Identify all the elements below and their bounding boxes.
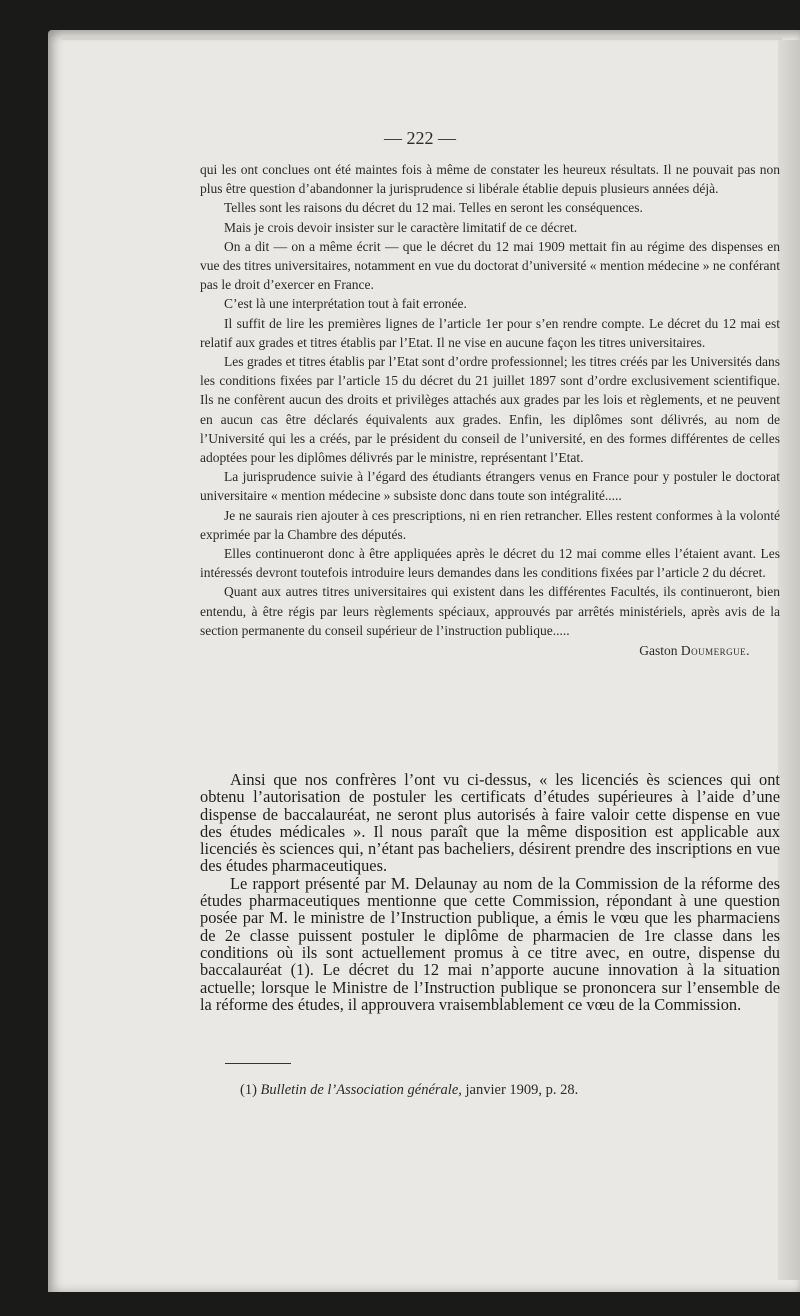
small-paragraph: Il suffit de lire les premières lignes de l’article 1er pour s’en rendre compte. Le décret du 12 mai est relatif aux grades et titres établis par l’Etat. Il ne vise en aucune façon les titres universitaires. <box>200 315 780 350</box>
signature-first-name: Gaston <box>639 643 678 659</box>
body-paragraph: Le rapport présenté par M. Delaunay au nom de la Commission de la réforme des études pharmaceutiques mentionne que cette Commission, répondant à une question posée par M. le ministre de l’Instruction publique, a émis le vœu que les pharmaciens de 2e classe puissent postuler le diplôme de pharmacien de 1re classe dans les conditions où ils sont actuellement promus à ce titre avec, en outre, dispense du baccalauréat (1). Le décret du 12 mai n’apporte aucune innovation à la situation actuelle; lorsque le Ministre de l’Instruction publique se prononcera sur l’ensemble de la réforme des études, il approuvera vraisemblablement ce vœu de la Commission. <box>200 873 780 1014</box>
small-paragraph: Mais je crois devoir insister sur le caractère limitatif de ce décret. <box>224 219 578 235</box>
footnote-rule <box>225 1063 291 1064</box>
page-right-edge <box>778 40 800 1280</box>
signature <box>200 641 780 660</box>
small-paragraph: Telles sont les raisons du décret du 12 mai. Telles en seront les conséquences. <box>224 200 643 216</box>
quoted-decree-text <box>200 160 780 660</box>
body-paragraph: Ainsi que nos confrères l’ont vu ci-dessus, « les licenciés ès sciences qui ont obtenu l’autorisation de postuler les certificats d’études supérieures à l’aide d’une dispense de baccalauréat, ne seront plus autorisés à faire valoir cette dispense en vue des études médicales ». Il nous paraît que la même disposition est applicable aux licenciés ès sciences qui, n’étant pas bacheliers, désirent prendre des inscriptions en vue des études pharmaceutiques. <box>200 770 780 876</box>
signature-last-name: Doumergue. <box>680 643 750 659</box>
footnote-source: Bulletin de l’Association générale, <box>260 1082 462 1098</box>
page-number: — 222 — <box>384 128 456 148</box>
footnote <box>240 1082 578 1099</box>
small-paragraph: Quant aux autres titres universitaires qui existent dans les différentes Facultés, ils continueront, bien entendu, à être régis par leurs règlements spéciaux, approuvés par arrêtés ministériels, après avis de la section permanente du conseil supérieur de l’instruction publique..... <box>200 584 780 638</box>
small-paragraph: qui les ont conclues ont été maintes fois à même de constater les heureux résultats. Il ne pouvait pas non plus être question d’abandonner la jurisprudence si libérale établie depuis plusieurs années déjà. <box>200 162 780 197</box>
small-paragraph: Les grades et titres établis par l’Etat sont d’ordre professionnel; les titres créés par les Universités dans les conditions fixées par l’article 15 du décret du 21 juillet 1897 sont d’ordre exclusivement scientifique. Ils ne confèrent aucun des droits et privilèges attachés aux grades par les lois et règlements, et ne peuvent en aucun cas être déclarés équivalents aux grades. Enfin, les diplômes sont délivrés, au nom de l’Université qui les a créés, par le président du conseil de l’université, en des formes différentes de celles adoptées pour les diplômes délivrés par le ministre, représentant l’Etat. <box>200 354 780 466</box>
small-paragraph: Je ne saurais rien ajouter à ces prescriptions, ni en rien retrancher. Elles restent conformes à la volonté exprimée par la Chambre des députés. <box>200 507 780 542</box>
small-paragraph: On a dit — on a même écrit — que le décret du 12 mai 1909 mettait fin au régime des dispenses en vue des titres universitaires, notamment en vue du doctorat d’université « mention médecine » ne conférant pas le droit d’exercer en France. <box>200 238 780 293</box>
small-paragraph: La jurisprudence suivie à l’égard des étudiants étrangers venus en France pour y postuler le doctorat universitaire « mention médecine » subsiste donc dans toute son intégralité..... <box>200 469 780 504</box>
page-top-edge <box>62 36 782 40</box>
commentary-text <box>200 771 780 1013</box>
footnote-marker: (1) <box>240 1082 257 1098</box>
small-paragraph: Elles continueront donc à être appliquées après le décret du 12 mai comme elles l’étaient avant. Les intéressés devront toutefois introduire leurs demandes dans les conditions fixées par l’article 2 du décret. <box>200 546 780 581</box>
footnote-detail: janvier 1909, p. 28. <box>465 1082 579 1098</box>
small-paragraph: C’est là une interprétation tout à fait erronée. <box>224 296 467 312</box>
